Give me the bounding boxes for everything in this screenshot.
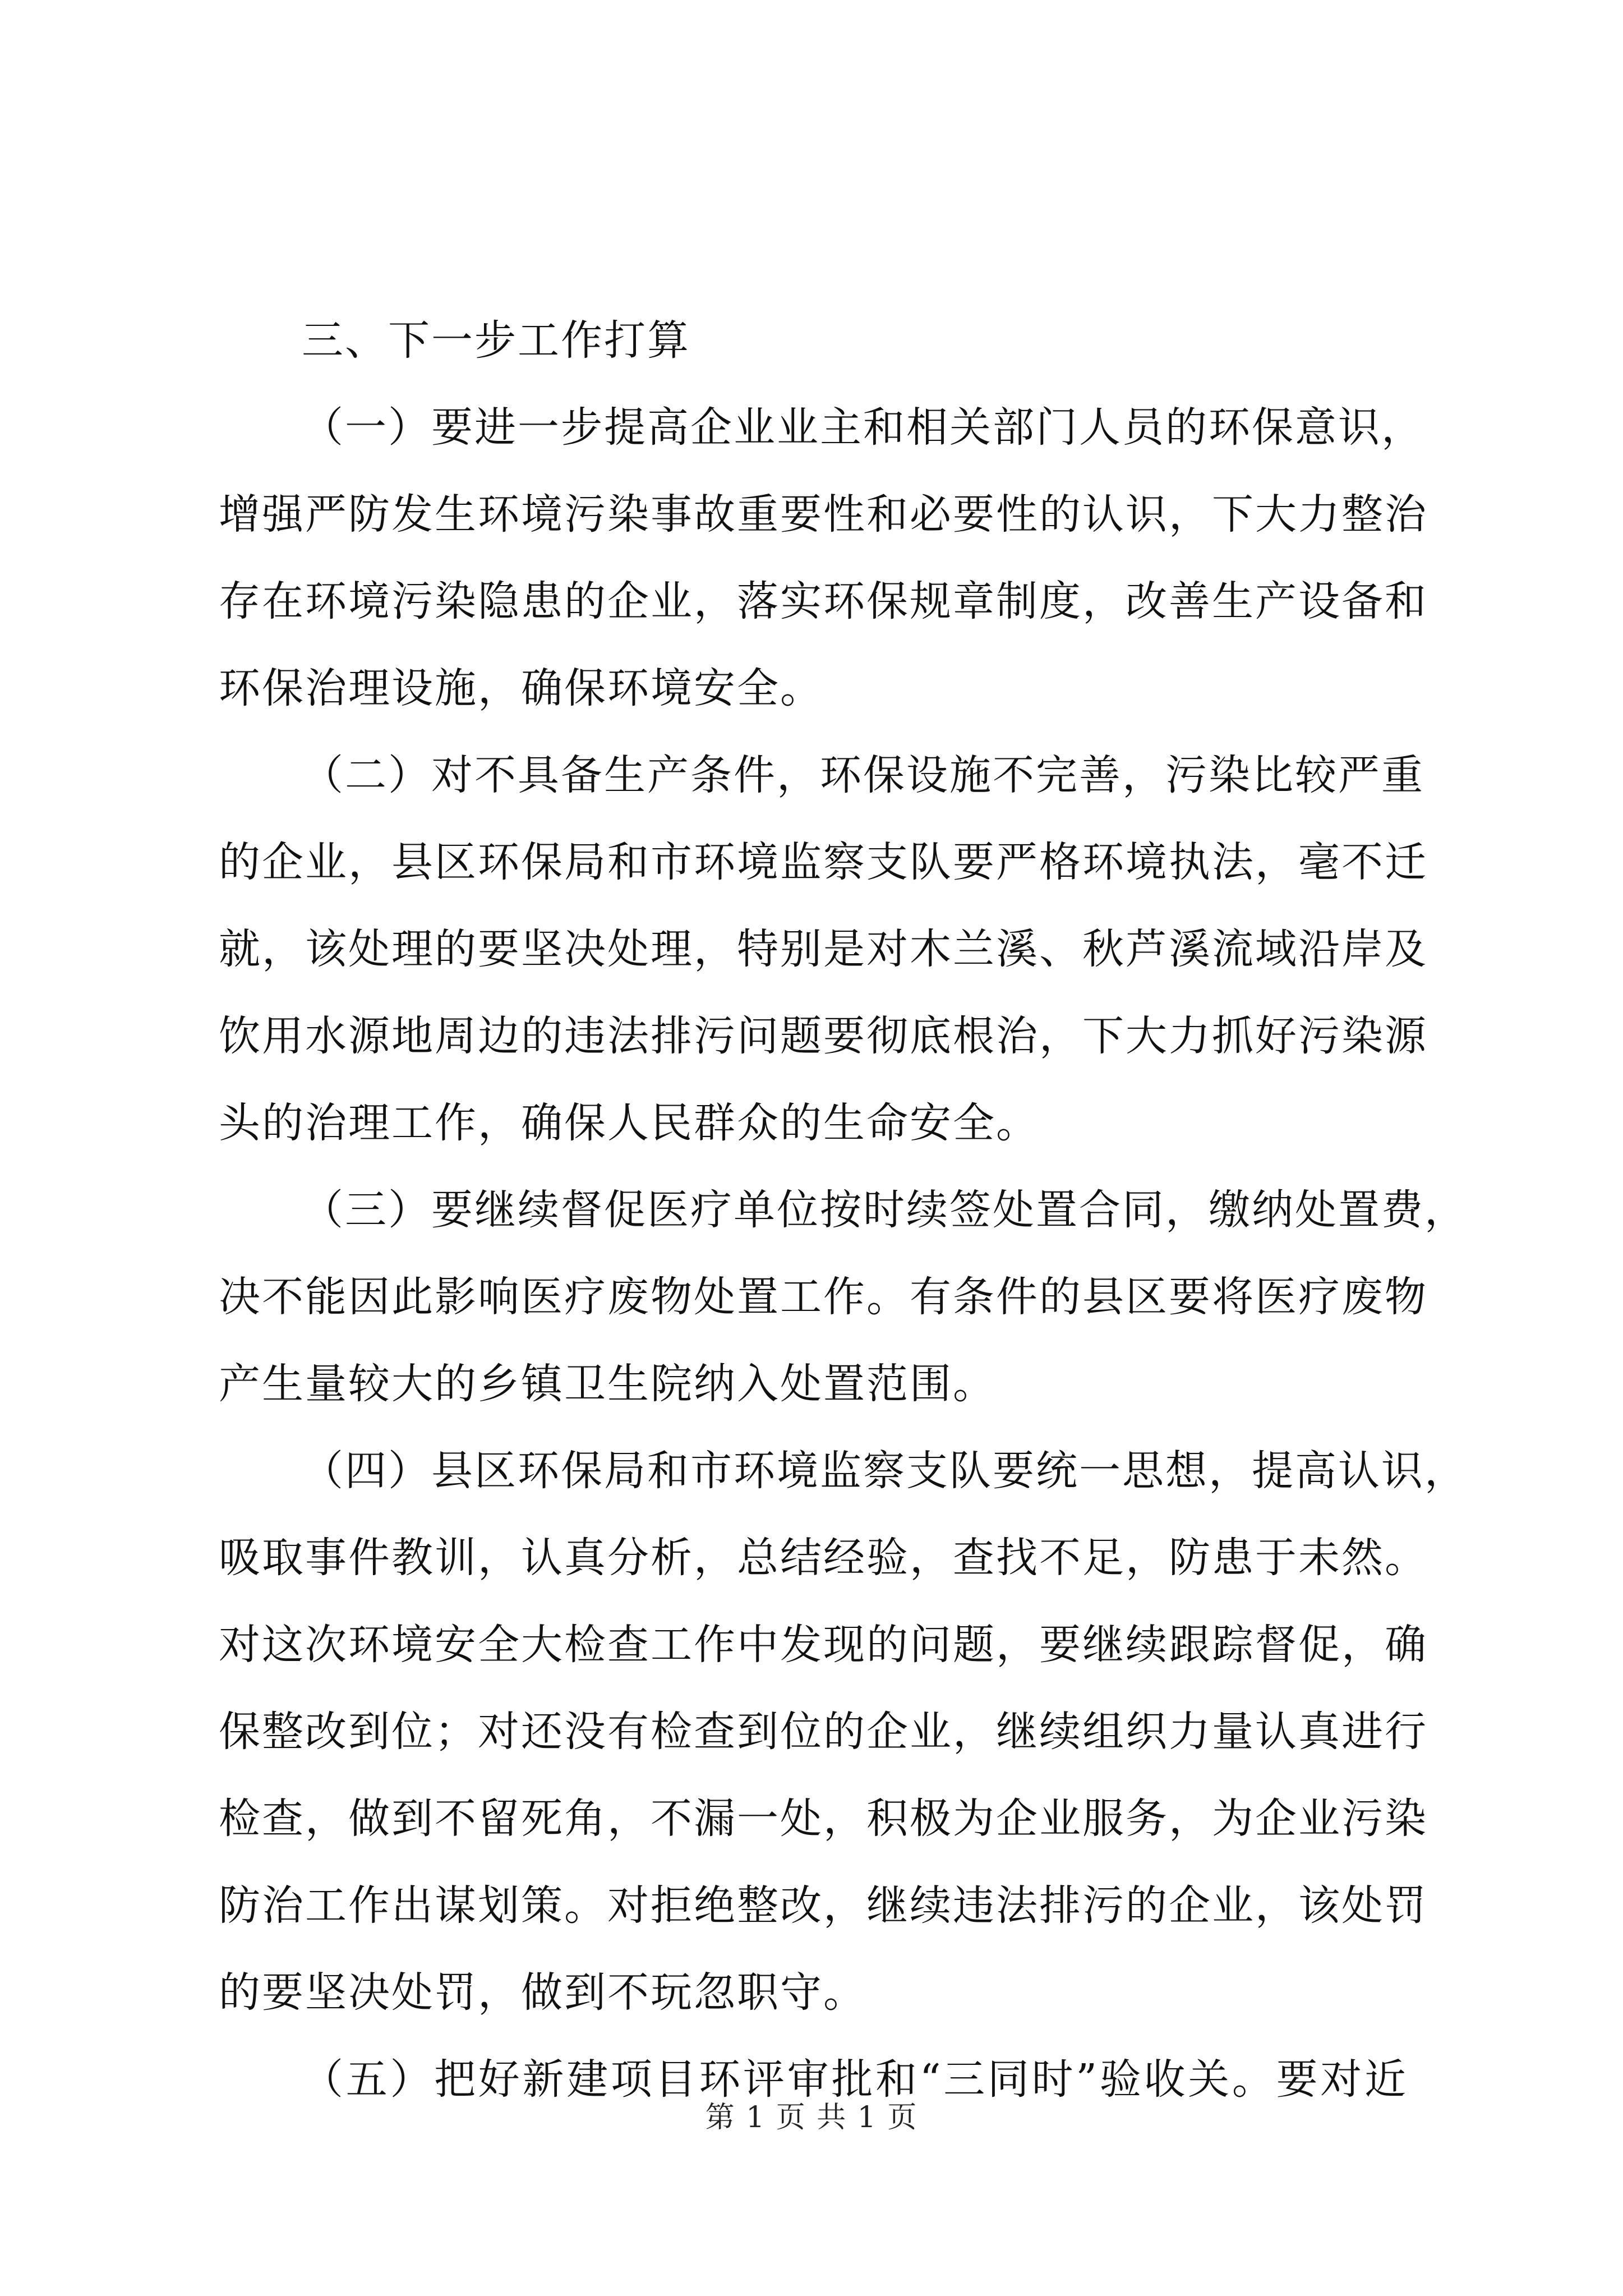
- paragraph-line: 决不能因此影响医疗废物处置工作。有条件的县区要将医疗废物: [219, 1273, 1428, 1321]
- paragraph-line: 增强严防发生环境污染事故重要性和必要性的认识，下大力整治: [219, 490, 1428, 539]
- paragraph-line: 存在环境污染隐患的企业，落实环保规章制度，改善生产设备和: [219, 577, 1428, 625]
- paragraph-line: 头的治理工作，确保人民群众的生命安全。: [219, 1099, 1039, 1147]
- paragraph-line: 的要坚决处罚，做到不玩忽职守。: [219, 1968, 866, 2017]
- section-heading: 三、下一步工作打算: [302, 316, 690, 365]
- paragraph-line: （二）对不具备生产条件，环保设施不完善，污染比较严重: [302, 751, 1424, 799]
- paragraph-line: 就，该处理的要坚决处理，特别是对木兰溪、秋芦溪流域沿岸及: [219, 925, 1428, 973]
- paragraph-line: 对这次环境安全大检查工作中发现的问题，要继续跟踪督促，确: [219, 1621, 1428, 1669]
- paragraph-line: （五）把好新建项目环评审批和“三同时”验收关。要对近: [302, 2055, 1408, 2104]
- paragraph-line: 吸取事件教训，认真分析，总结经验，查找不足，防患于未然。: [219, 1534, 1428, 1582]
- paragraph-line: （三）要继续督促医疗单位按时续签处置合同，缴纳处置费，: [302, 1186, 1468, 1234]
- paragraph-line: 的企业，县区环保局和市环境监察支队要严格环境执法，毫不迁: [219, 838, 1428, 886]
- paragraph-line: （四）县区环保局和市环境监察支队要统一思想，提高认识，: [302, 1447, 1468, 1495]
- paragraph-line: （一）要进一步提高企业业主和相关部门人员的环保意识，: [302, 403, 1424, 452]
- paragraph-line: 检查，做到不留死角，不漏一处，积极为企业服务，为企业污染: [219, 1795, 1428, 1843]
- page-footer: 第 1 页 共 1 页: [705, 2101, 918, 2134]
- paragraph-line: 保整改到位；对还没有检查到位的企业，继续组织力量认真进行: [219, 1708, 1428, 1756]
- document-body: [219, 297, 1468, 2123]
- paragraph-line: 防治工作出谋划策。对拒绝整改，继续违法排污的企业，该处罚: [219, 1881, 1428, 1930]
- paragraph-line: 环保治理设施，确保环境安全。: [219, 664, 823, 712]
- paragraph-line: 饮用水源地周边的违法排污问题要彻底根治，下大力抓好污染源: [219, 1012, 1428, 1060]
- paragraph-line: 产生量较大的乡镇卫生院纳入处置范围。: [219, 1360, 996, 1408]
